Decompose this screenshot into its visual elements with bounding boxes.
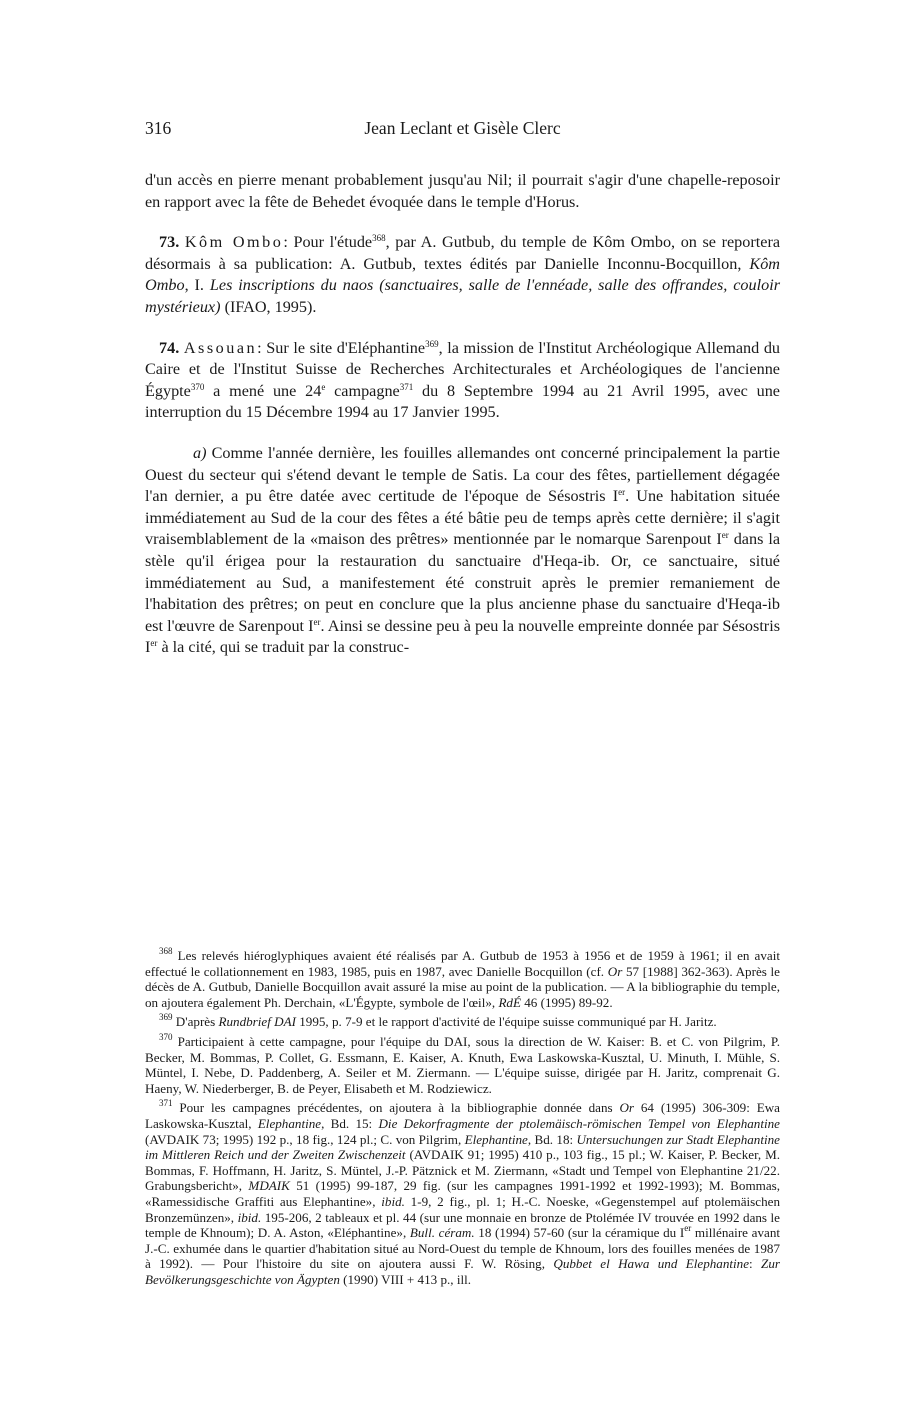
page-number: 316 [145, 118, 172, 138]
text: (IFAO, 1995). [220, 297, 317, 316]
title: ibid. [237, 1209, 262, 1225]
paragraph-73 [145, 232, 780, 318]
title: Rundbrief DAI [218, 1014, 296, 1030]
footnote-368 [145, 948, 780, 1010]
title: MDAIK [248, 1178, 290, 1194]
footnote-number: 368 [159, 946, 173, 956]
text: Les relevés hiéroglyphiques avaient été réalisés par A. Gutbub de 1953 à 1956 et de 1959 à 1961; il en avait effectué le collationnement en 1983, 1985, puis en 1987, avec Danielle Bocquillon (cf. [145, 948, 780, 979]
footnote-ref[interactable]: 368 [372, 233, 386, 244]
text: à la cité, qui se traduit par la construc- [157, 638, 410, 657]
title: Qubbet el Hawa und Elephantine [553, 1256, 750, 1272]
text: , Bd. 15: [321, 1115, 379, 1131]
paragraph-a [145, 443, 780, 659]
footnote-number: 370 [159, 1031, 173, 1042]
text: Comme l'année dernière, les fouilles allemandes ont concerné principalement la partie Ouest du secteur qui s'étend devant le temple de Satis. La cour des fêtes, partiellement dégagée l'an dernier, a pu être datée avec certitude de l'époque de Sésostris I [145, 443, 780, 506]
footnote-ref[interactable]: 371 [399, 381, 414, 392]
title: Kôm Ombo [145, 254, 780, 295]
text: 18 (1994) 57-60 (sur la céramique du I [474, 1225, 685, 1241]
text: 64 (1995) 306-309: Ewa Laskowska-Kusztal, [145, 1100, 780, 1131]
site-name: Kôm Ombo [184, 233, 284, 252]
footnote-ref[interactable]: 369 [425, 338, 439, 349]
title: Or [619, 1100, 635, 1116]
text: 51 (1995) 99-187, 29 fig. (sur les campagnes 1991-1992 et 1992-1993); M. Bommas, «Ramessidische Graffiti aus Elephantine», [145, 1178, 781, 1209]
footnote-371 [145, 1100, 780, 1287]
text: D'après [172, 1014, 219, 1030]
running-title: Jean Leclant et Gisèle Clerc [364, 118, 561, 138]
ordinal-suffix: e [321, 381, 326, 392]
text: dans la stèle qu'il érigea pour la restauration du sanctuaire d'Heqa-ib. Or, ce sanctuaire, situé immédiatement au Sud, a manifestement été construit après le premier remaniement de l'habitation des prêtres; on peut en conclure que la plus ancienne phase du sanctuaire d'Heqa-ib est l'œuvre de Sarenpout I [145, 530, 781, 635]
text: Pour les campagnes précédentes, on ajoutera à la bibliographie donnée dans [172, 1100, 620, 1116]
title: Elephantine [464, 1131, 528, 1147]
ordinal-suffix: er [150, 638, 158, 649]
text: : Sur le site d'Eléphantine [257, 338, 426, 357]
text: (AVDAIK 91; 1995) 410 p., 103 fig., 15 pl.; W. Kaiser, P. Becker, M. Bommas, F. Hoffmann, H. Jaritz, S. Müntel, J.-P. Pätznick et M. Ziermann, «Stadt und Tempel von Elephantine 21/22. Grabungsbericht», [145, 1147, 780, 1194]
title: Or [607, 963, 623, 979]
text: , par A. Gutbub, du temple de Kôm Ombo, on se reportera désormais à sa publication: A. Gutbub, textes édités par Danielle Inconnu-Bocquillon, [145, 233, 781, 273]
main-text [145, 170, 780, 659]
text: (1990) VIII + 413 p., ill. [339, 1271, 472, 1287]
text: du 8 Septembre 1994 au 21 Avril 1995, avec une interruption du 15 Décembre 1994 au 17 Janvier 1995. [145, 381, 780, 422]
subsection-label: a) [193, 443, 207, 462]
ordinal-suffix: er [684, 1223, 692, 1234]
title: Untersuchungen zur Stadt Elephantine im Mittleren Reich und der Zweiten Zwischenzeit [145, 1131, 780, 1163]
text: 1995, p. 7-9 et le rapport d'activité de l'équipe suisse communiqué par H. Jaritz. [295, 1014, 717, 1030]
paragraph-continuation: d'un accès en pierre menant probablement jusqu'au Nil; il pourrait s'agir d'une chapelle-reposoir en rapport avec la fête de Behedet évoquée dans le temple d'Horus. [145, 171, 780, 211]
title: Les inscriptions du naos (sanctuaires, salle de l'ennéade, salle des offrandes, couloir mystérieux) [145, 276, 781, 316]
text: . Une habitation située immédiatement au Sud de la cour des fêtes a été bâtie peu de temps après cette dernière; il s'agit vraisemblablement de la «maison des prêtres» mentionnée par le nomarque Sarenpout I [145, 487, 780, 549]
text: . Ainsi se dessine peu à peu la nouvelle empreinte donnée par Sésostris I [145, 616, 780, 657]
title: Bull. céram. [409, 1225, 475, 1241]
text: 1-9, 2 fig., pl. 1; H.-C. Noeske, «Gegenstempel auf ptolemäischen Bronzemünzen», [145, 1193, 780, 1225]
text: 195-206, 2 tableaux et pl. 44 (sur une monnaie en bronze de Ptolémée IV trouvée en 1992 dans le temple de Khnoum); D. A. Aston, «Eléphantine», [145, 1209, 780, 1241]
section-number: 74. [159, 338, 180, 357]
text: , I. [184, 276, 210, 295]
footnote-number: 371 [159, 1098, 173, 1109]
section-number: 73. [159, 233, 180, 252]
footnotes [145, 948, 780, 1287]
text: 46 (1995) 89-92. [520, 994, 613, 1010]
footnote-ref[interactable]: 370 [190, 381, 205, 392]
text: Participaient à cette campagne, pour l'équipe du DAI, sous la direction de W. Kaiser: B. et C. von Pilgrim, P. Becker, M. Bommas, P. Collet, G. Essmann, E. Kaiser, A. Knuth, Ewa Laskowska-Kusztal, U. Minuth, I. Mühle, S. Müntel, I. Nebe, D. Paddenberg, A. Seiler et M. Ziermann. — L'équipe suisse, dirigée par H. Jaritz, comprenait G. Haeny, W. Niederberger, B. de Peyer, Elisabeth et M. Rodziewicz. [145, 1033, 780, 1096]
text: : Pour l'étude [283, 233, 373, 252]
site-name: Assouan [183, 338, 258, 357]
title: Elephantine [257, 1115, 322, 1131]
paragraph-74 [145, 338, 780, 424]
title: Die Dekorfragmente der ptolemäisch-römischen Tempel von Elephantine [378, 1115, 780, 1131]
text: , la mission de l'Institut Archéologique Allemand du Caire et de l'Institut Suisse de Recherches Architecturales et Archéologiques de l'ancienne Égypte [145, 338, 781, 400]
ordinal-suffix: er [618, 487, 626, 498]
text: a mené une 24 [204, 381, 322, 400]
text: (AVDAIK 73; 1995) 192 p., 18 fig., 124 pl.; C. von Pilgrim, [145, 1131, 465, 1147]
ordinal-suffix: er [721, 530, 729, 541]
title: ibid. [381, 1193, 405, 1209]
title: RdÉ [498, 994, 521, 1010]
text: millénaire avant J.-C. exhumée dans le quartier d'habitation situé au Nord-Ouest du temple de Khnoum, lors des fouilles menées de 1987 à 1992). — Pour l'histoire du site on ajoutera aussi F. W. Rösing, [145, 1225, 780, 1272]
ordinal-suffix: er [313, 616, 321, 627]
footnote-369 [145, 1014, 780, 1030]
title: Zur Bevölkerungsgeschichte von Ägypten [145, 1256, 780, 1287]
text: : [749, 1256, 762, 1272]
text: , Bd. 18: [527, 1131, 577, 1147]
text: 57 [1988] 362-363). Après le décès de A. Gutbub, Danielle Bocquillon avait assuré la mise au point de la publication. — A la bibliographie du temple, on ajoutera également Ph. Derchain, «L'Égypte, symbole de l'œil», [145, 963, 780, 1010]
text: campagne [325, 381, 400, 400]
footnote-number: 369 [159, 1012, 173, 1023]
footnote-370 [145, 1031, 780, 1096]
